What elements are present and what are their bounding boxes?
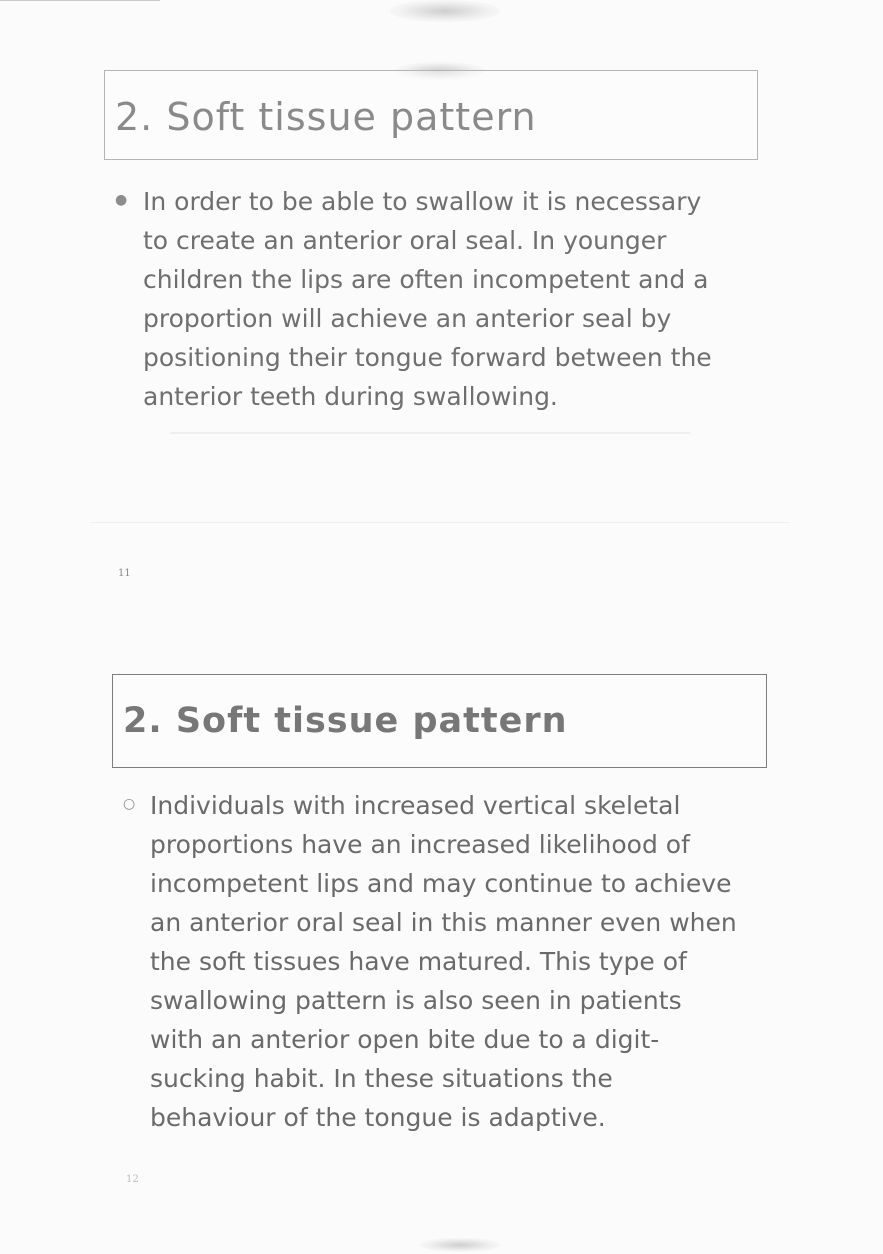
slide-title-box — [104, 70, 758, 160]
bullet-text: Individuals with increased vertical skeletal proportions have an increased likelihood of incompetent lips and may continue to achieve an anterior oral seal in this manner even when the soft tissues have matured. This type of swallowing pattern is also seen in patients with an anterior open bite due to a digit- sucking habit. In these situations the behaviour of the tongue is adaptive. — [150, 791, 737, 1132]
scan-edge-line — [170, 432, 690, 434]
scan-smudge — [390, 0, 500, 22]
bullet-text: In order to be able to swallow it is necessary to create an anterior oral seal. In younger children the lips are often incompetent and a proportion will achieve an anterior seal by positioning their tongue forward between the anterior teeth during swallowing. — [143, 187, 712, 411]
page-number: 11 — [118, 568, 131, 579]
scan-edge-line — [0, 0, 160, 1]
scan-smudge — [420, 1238, 500, 1252]
bullet-circle-icon: ○ — [123, 796, 136, 812]
scan-edge-line — [90, 522, 790, 523]
page-number: 12 — [126, 1174, 139, 1185]
slide-title: 2. Soft tissue pattern — [115, 95, 537, 139]
slide-title-box — [112, 674, 767, 768]
slide-title: 2. Soft tissue pattern — [123, 701, 568, 741]
bullet-dot-icon: ● — [115, 192, 128, 208]
